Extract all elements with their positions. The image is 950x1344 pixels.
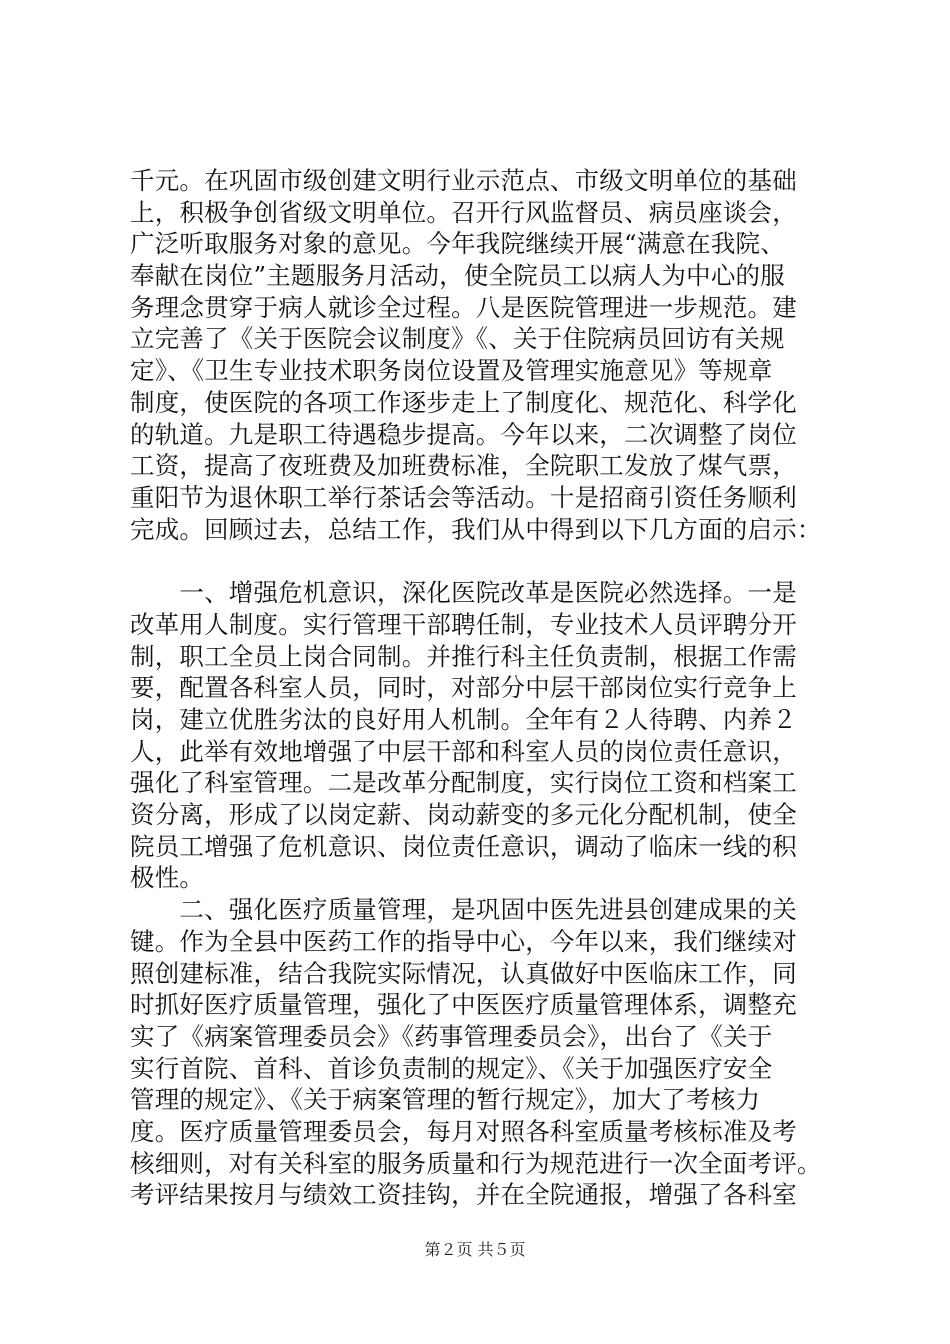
text-line: 人，此举有效地增强了中层干部和科室人员的岗位责任意识， [130, 736, 797, 766]
text-line: 实行首院、首科、首诊负责制的规定》、《关于加强医疗安全 [130, 1053, 773, 1083]
text-line: 强化了科室管理。二是改革分配制度，实行岗位工资和档案工 [130, 768, 797, 798]
text-line: 完成。回顾过去，总结工作，我们从中得到以下几方面的启示： [130, 514, 822, 544]
text-line: 极性。 [130, 863, 205, 893]
text-line: 定》、《卫生专业技术职务岗位设置及管理实施意见》等规章 [130, 356, 773, 386]
paragraph-spacer [130, 545, 842, 577]
text-line: 核细则，对有关科室的服务质量和行为规范进行一次全面考评。 [130, 1148, 822, 1178]
document-body [130, 165, 842, 1211]
text-line: 工资，提高了夜班费及加班费标准，全院职工发放了煤气票， [130, 451, 797, 481]
text-line: 考评结果按月与绩效工资挂钩，并在全院通报，增强了各科室 [130, 1180, 797, 1210]
text-line: 时抓好医疗质量管理，强化了中医医疗质量管理体系，调整充 [130, 990, 797, 1020]
text-line: 立完善了《关于医院会议制度》《、关于住院病员回访有关规 [130, 324, 785, 354]
text-line: 院员工增强了危机意识、岗位责任意识，调动了临床一线的积 [130, 831, 797, 861]
text-line: 重阳节为退休职工举行茶话会等活动。十是招商引资任务顺利 [130, 482, 797, 512]
text-line: 二、强化医疗质量管理，是巩固中医先进县创建成果的关 [130, 895, 797, 925]
text-line: 岗，建立优胜劣汰的良好用人机制。全年有２人待聘、内养２ [130, 705, 797, 734]
text-line: 键。作为全县中医药工作的指导中心，今年以来，我们继续对 [130, 926, 797, 956]
text-line: 资分离，形成了以岗定薪、岗动薪变的多元化分配机制，使全 [130, 800, 797, 830]
text-line: 的轨道。九是职工待遇稳步提高。今年以来，二次调整了岗位 [130, 419, 797, 449]
paragraph-2 [130, 577, 842, 894]
text-line: 照创建标准，结合我院实际情况，认真做好中医临床工作，同 [130, 958, 797, 988]
text-line: 上，积极争创省级文明单位。召开行风监督员、病员座谈会， [130, 197, 797, 227]
paragraph-3 [130, 894, 842, 1211]
page-number-footer: 第２页 共５页 [424, 1240, 526, 1259]
text-line: 奉献在岗位”主题服务月活动，使全院员工以病人为中心的服 [130, 261, 785, 291]
text-line: 制，职工全员上岗合同制。并推行科主任负责制，根据工作需 [130, 641, 797, 671]
text-line: 一、增强危机意识，深化医院改革是医院必然选择。一是 [130, 578, 797, 608]
text-line: 千元。在巩固市级创建文明行业示范点、市级文明单位的基础 [130, 166, 797, 195]
text-line: 广泛听取服务对象的意见。今年我院继续开展“满意在我院、 [130, 229, 785, 259]
text-line: 度。医疗质量管理委员会，每月对照各科室质量考核标准及考 [130, 1116, 797, 1146]
text-line: 制度，使医院的各项工作逐步走上了制度化、规范化、科学化 [130, 387, 797, 417]
text-line: 实了《病案管理委员会》《药事管理委员会》，出台了《关于 [130, 1021, 773, 1051]
text-line: 要，配置各科室人员，同时，对部分中层干部岗位实行竞争上 [130, 673, 797, 703]
text-line: 管理的规定》、《关于病案管理的暂行规定》，加大了考核力 [130, 1085, 761, 1115]
paragraph-1 [130, 165, 842, 545]
text-line: 务理念贯穿于病人就诊全过程。八是医院管理进一步规范。建 [130, 292, 797, 322]
text-line: 改革用人制度。实行管理干部聘任制，专业技术人员评聘分开 [130, 609, 797, 639]
